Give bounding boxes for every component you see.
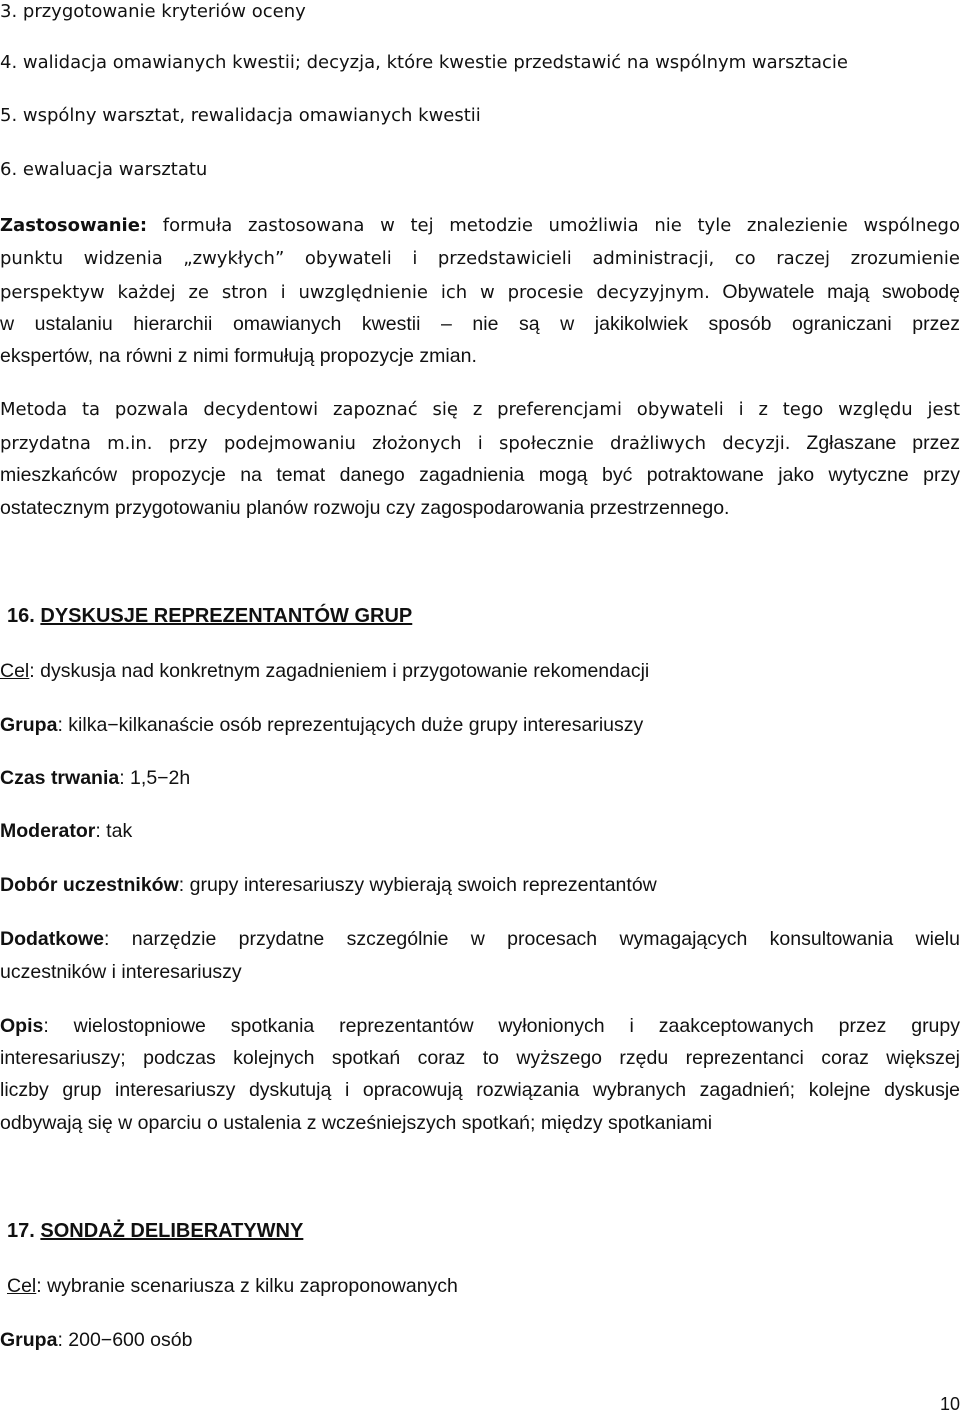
step-5: 5. wspólny warsztat, rewalidacja omawianych kwestii — [0, 105, 481, 126]
section-17-grupa: Grupa: 200−600 osób — [0, 1329, 193, 1351]
section-16-opis-line-4: odbywają się w oparciu o ustalenia z wcześniejszych spotkań; między spotkaniami — [0, 1112, 713, 1134]
section-16-opis-line-2: interesariuszy; podczas kolejnych spotkań coraz to wyższego rzędu reprezentanci coraz większej — [0, 1047, 960, 1069]
section-16-dodatkowe-line-1: Dodatkowe: narzędzie przydatne szczególnie w procesach wymagających konsultowania wielu — [0, 928, 960, 950]
zastosowanie-line-3: perspektyw każdej ze stron i uwzględnienie ich w procesie decyzyjnym. Obywatele mają swobodę — [0, 281, 960, 303]
metoda-line-2: przydatna m.in. przy podejmowaniu złożonych i społecznie drażliwych decyzji. Zgłaszane przez — [0, 432, 960, 454]
section-16-dodatkowe-line-2: uczestników i interesariuszy — [0, 961, 242, 983]
step-4: 4. walidacja omawianych kwestii; decyzja, które kwestie przedstawić na wspólnym warsztacie — [0, 52, 848, 73]
zastosowanie-label: Zastosowanie: — [0, 215, 148, 236]
section-16-opis-line-3: liczby grup interesariuszy dyskutują i opracowują rozwiązania wybranych zagadnień; kolejne dyskusje — [0, 1079, 960, 1101]
metoda-line-3: mieszkańców propozycje na temat danego zagadnienia mogą być potraktowane jako wytyczne przy — [0, 464, 960, 486]
zastosowanie-line-4: w ustalaniu hierarchii omawianych kwestii – nie są w jakikolwiek sposób ograniczani przez — [0, 313, 960, 335]
zastosowanie-line-1: Zastosowanie: formuła zastosowana w tej metodzie umożliwia nie tyle znalezienie wspólnego — [0, 215, 960, 236]
section-16-opis-line-1: Opis: wielostopniowe spotkania reprezentantów wyłonionych i zaakceptowanych przez grupy — [0, 1015, 960, 1037]
section-16-title: DYSKUSJE REPREZENTANTÓW GRUP — [40, 605, 413, 627]
zastosowanie-line-2: punktu widzenia „zwykłych” obywateli i przedstawicieli administracji, co raczej zrozumienie — [0, 248, 960, 269]
metoda-line-4: ostatecznym przygotowaniu planów rozwoju czy zagospodarowania przestrzennego. — [0, 497, 730, 519]
zastosowanie-line-5: ekspertów, na równi z nimi formułują propozycje zmian. — [0, 345, 477, 367]
step-6: 6. ewaluacja warsztatu — [0, 159, 208, 180]
section-16-moderator: Moderator: tak — [0, 820, 133, 842]
section-16-number: 16. — [7, 605, 35, 627]
metoda-line-1: Metoda ta pozwala decydentowi zapoznać się z preferencjami obywateli i z tego względu jest — [0, 399, 960, 420]
section-16-grupa: Grupa: kilka−kilkanaście osób reprezentujących duże grupy interesariuszy — [0, 714, 644, 736]
section-16-dobor: Dobór uczestników: grupy interesariuszy wybierają swoich reprezentantów — [0, 874, 657, 896]
section-17-cel: Cel: wybranie scenariusza z kilku zaproponowanych — [7, 1275, 458, 1297]
step-3: 3. przygotowanie kryteriów oceny — [0, 1, 306, 22]
section-16-cel: Cel: dyskusja nad konkretnym zagadnieniem i przygotowanie rekomendacji — [0, 660, 650, 682]
page-number: 10 — [939, 1394, 960, 1414]
section-17-title: SONDAŻ DELIBERATYWNY — [40, 1220, 304, 1242]
section-16-czas: Czas trwania: 1,5−2h — [0, 767, 191, 789]
section-17-number: 17. — [7, 1220, 35, 1242]
section-16-heading — [7, 604, 960, 628]
section-17-heading — [7, 1219, 960, 1243]
